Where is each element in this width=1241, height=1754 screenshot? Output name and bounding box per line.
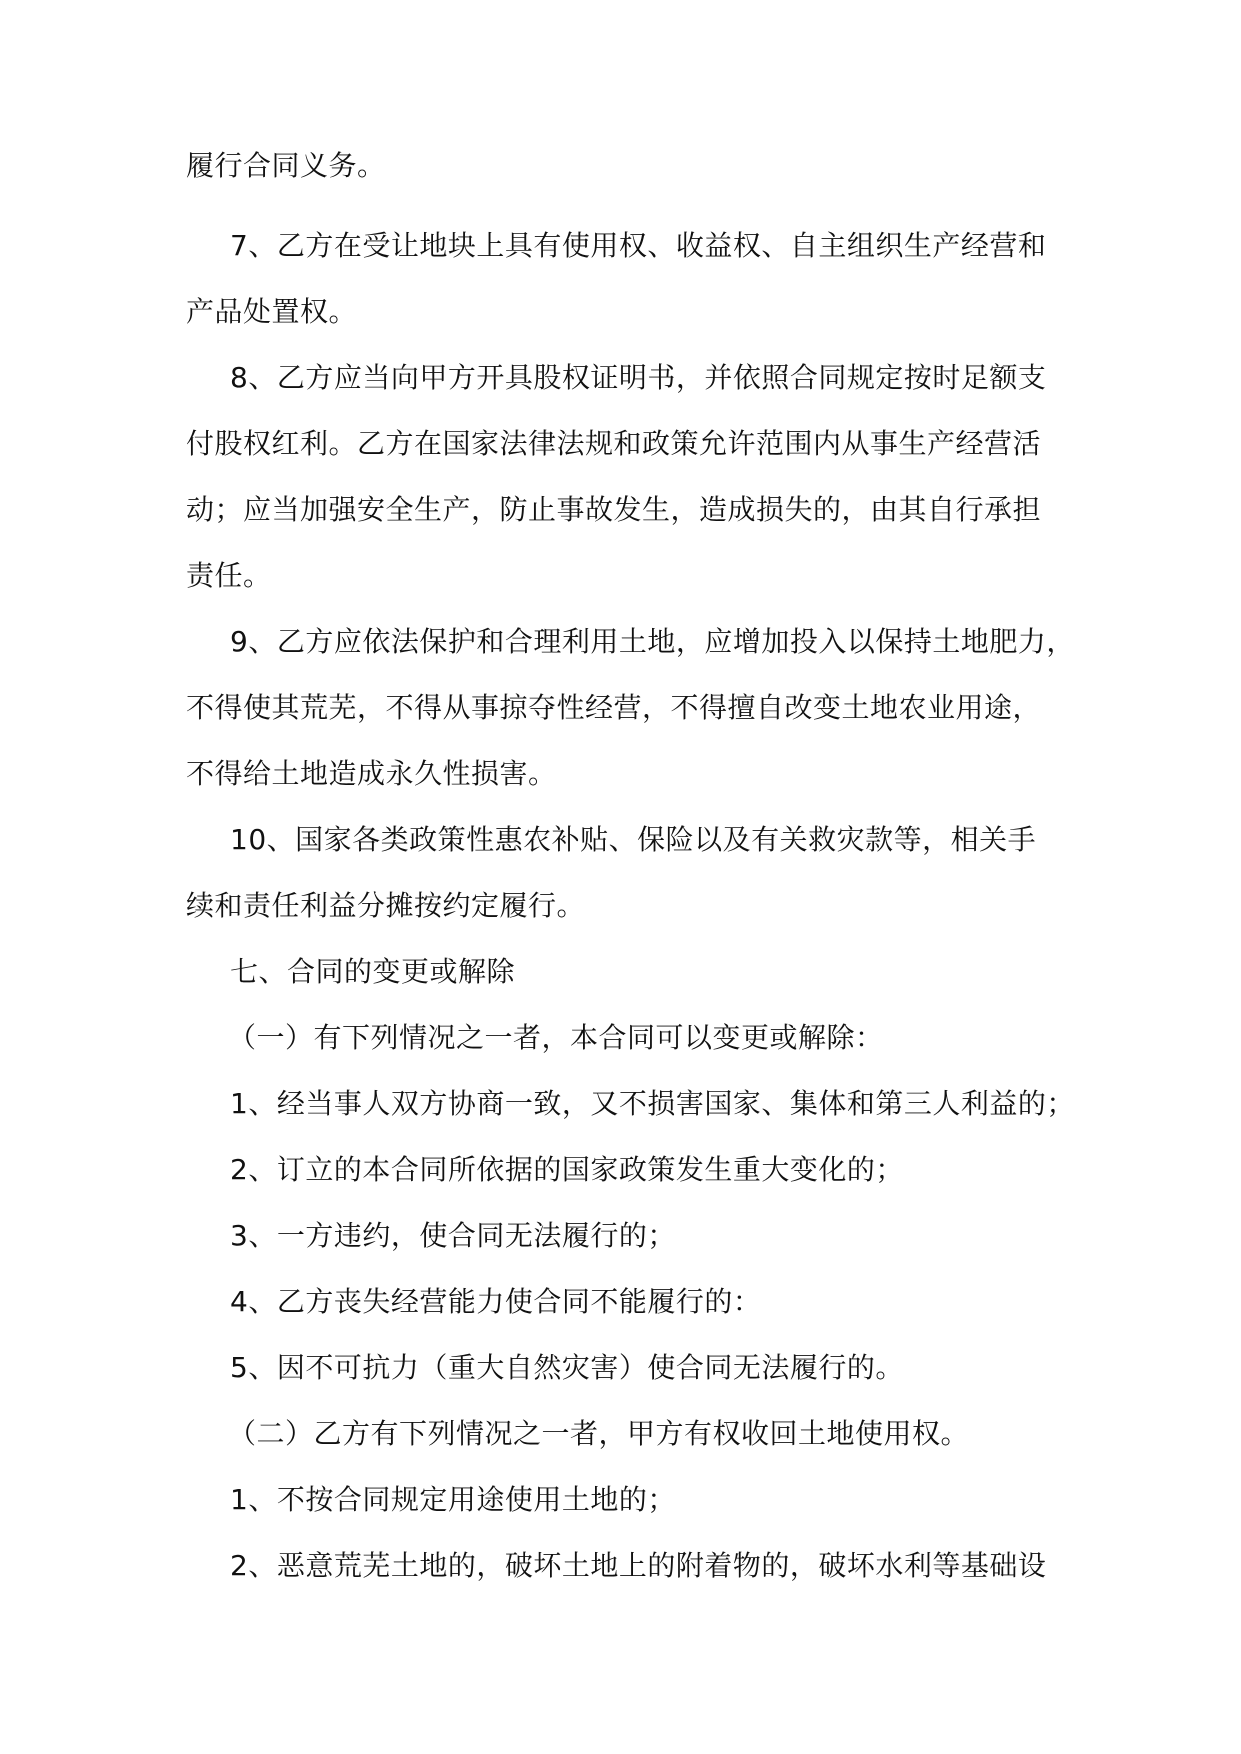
text-line: 8、乙方应当向甲方开具股权证明书，并依照合同规定按时足额支	[230, 361, 1047, 394]
text-line: 5、因不可抗力（重大自然灾害）使合同无法履行的。	[230, 1351, 904, 1384]
text-line: 1、不按合同规定用途使用土地的；	[230, 1483, 676, 1516]
text-line: 续和责任利益分摊按约定履行。	[186, 889, 586, 922]
section-heading: 七、合同的变更或解除	[230, 955, 516, 988]
text-line: 9、乙方应依法保护和合理利用土地，应增加投入以保持土地肥力，	[230, 625, 1075, 658]
text-line: 动；应当加强安全生产，防止事故发生，造成损失的，由其自行承担	[186, 493, 1042, 526]
text-line: 2、订立的本合同所依据的国家政策发生重大变化的；	[230, 1153, 904, 1186]
subsection-heading: （二）乙方有下列情况之一者，甲方有权收回土地使用权。	[228, 1417, 970, 1450]
text-line: 付股权红利。乙方在国家法律法规和政策允许范围内从事生产经营活	[186, 427, 1042, 460]
text-line: 10、国家各类政策性惠农补贴、保险以及有关救灾款等，相关手	[230, 823, 1037, 856]
text-line: 2、恶意荒芜土地的，破坏土地上的附着物的，破坏水利等基础设	[230, 1549, 1047, 1582]
text-line: 产品处置权。	[186, 295, 358, 328]
subsection-heading: （一）有下列情况之一者，本合同可以变更或解除：	[228, 1021, 884, 1054]
text-line: 7、乙方在受让地块上具有使用权、收益权、自主组织生产经营和	[230, 229, 1047, 262]
text-line: 履行合同义务。	[186, 149, 386, 182]
text-line: 不得使其荒芜，不得从事掠夺性经营，不得擅自改变土地农业用途，	[186, 691, 1042, 724]
text-line: 3、一方违约，使合同无法履行的；	[230, 1219, 676, 1252]
text-line: 1、经当事人双方协商一致，又不损害国家、集体和第三人利益的；	[230, 1087, 1075, 1120]
text-line: 4、乙方丧失经营能力使合同不能履行的：	[230, 1285, 762, 1318]
text-line: 责任。	[186, 559, 272, 592]
text-line: 不得给土地造成永久性损害。	[186, 757, 557, 790]
